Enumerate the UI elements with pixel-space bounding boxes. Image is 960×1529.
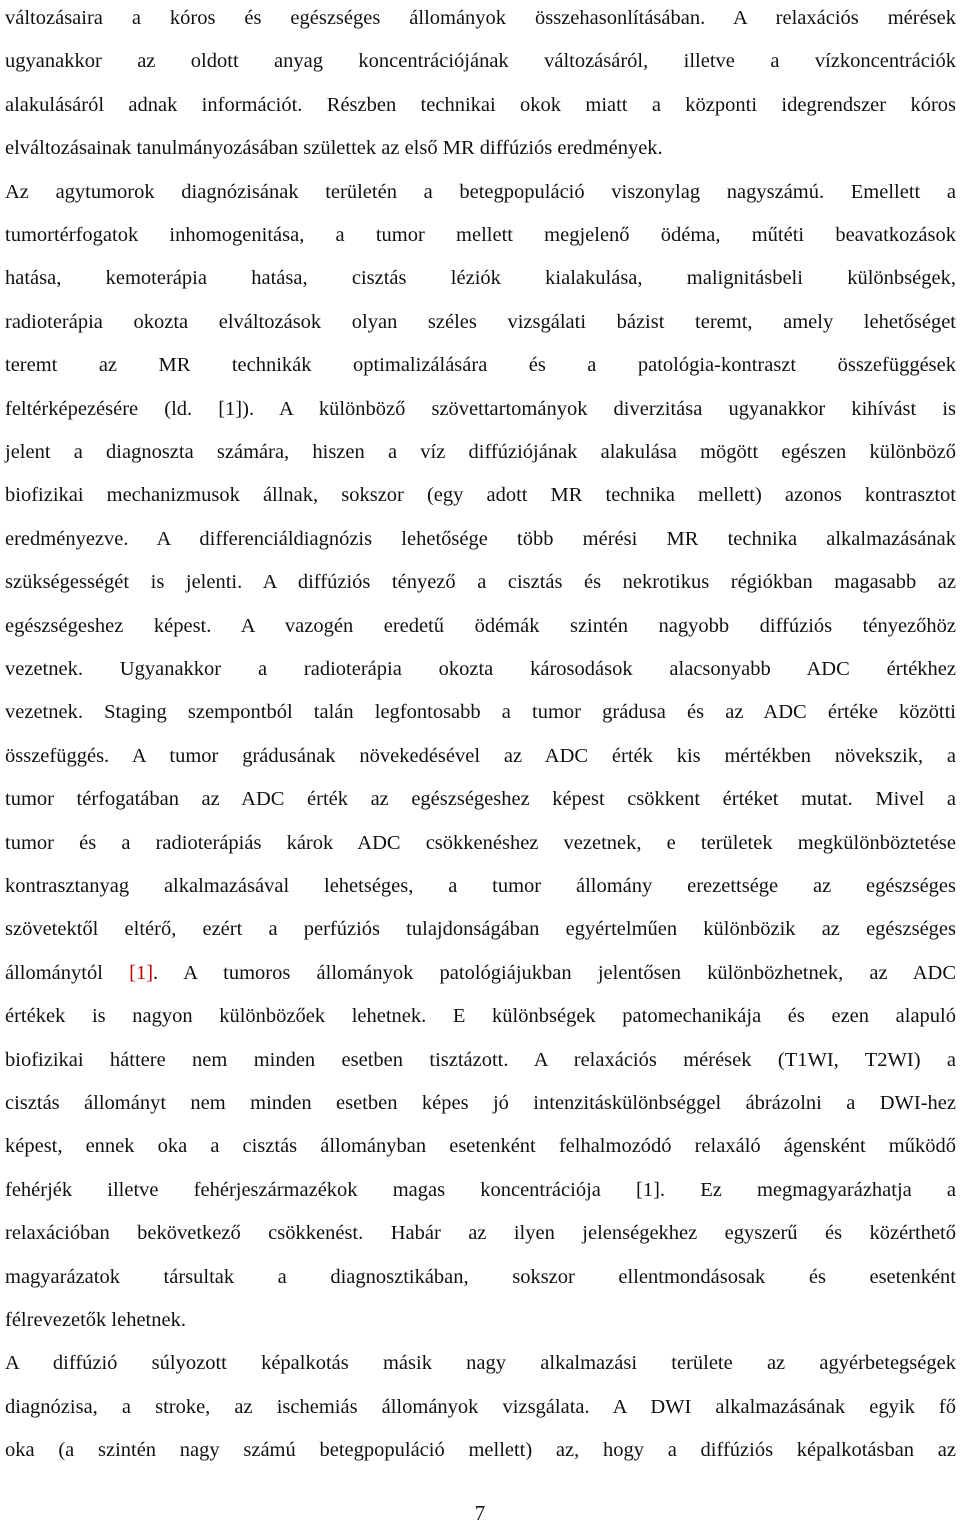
text-line: értékek is nagyon különbözőek lehetnek. E különbségek patomechanikája és ezen alapuló — [5, 1005, 956, 1028]
text-line: egészségeshez képest. A vazogén eredetű ödémák szintén nagyobb diffúziós tényezőhöz — [5, 614, 956, 637]
text-line: biofizikai mechanizmusok állnak, sokszor (egy adott MR technika mellett) azonos kontrasztot — [5, 484, 956, 507]
text-line: tumor és a radioterápiás károk ADC csökkenéshez vezetnek, e területek megkülönböztetése — [5, 831, 956, 854]
text-line: összefüggés. A tumor grádusának növekedésével az ADC érték kis mértékben növekszik, a — [5, 744, 956, 767]
text-line: változásaira a kóros és egészséges állományok összehasonlításában. A relaxációs mérések — [5, 7, 956, 29]
text-line: jelent a diagnoszta számára, hiszen a víz diffúziójának alakulása mögött egészen különböző — [5, 441, 956, 463]
text-line: félrevezetők lehetnek. — [5, 1309, 186, 1331]
text-line: tumor térfogatában az ADC érték az egészségeshez képest csökkent értéket mutat. Mivel a — [5, 788, 956, 811]
text-line: tumortérfogatok inhomogenitása, a tumor mellett megjelenő ödéma, műtéti beavatkozások — [5, 224, 956, 246]
text-line: alakulásáról adnak információt. Részben technikai okok miatt a központi idegrendszer kóros — [5, 93, 956, 116]
text-line: vezetnek. Staging szempontból talán legfontosabb a tumor grádusa és az ADC értéke közötti — [5, 701, 956, 724]
text-line: teremt az MR technikák optimalizálására és a patológia-kontraszt összefüggések — [5, 354, 956, 377]
text-line: eredményezve. A differenciáldiagnózis lehetősége több mérési MR technika alkalmazásának — [5, 527, 956, 550]
text-line: relaxációban bekövetkező csökkenést. Habár az ilyen jelenségekhez egyszerű és közérthető — [5, 1222, 956, 1245]
text-line: szükségességét is jelenti. A diffúziós tényező a cisztás és nekrotikus régiókban magasabb az — [5, 571, 956, 594]
text-line: szövetektől eltérő, ezért a perfúziós tulajdonságában egyértelműen különbözik az egészséges — [5, 918, 956, 941]
text-line: képest, ennek oka a cisztás állományban esetenként felhalmozódó relaxáló ágensként működő — [5, 1135, 956, 1158]
text-line: magyarázatok társultak a diagnosztikában, sokszor ellentmondásosak és esetenként — [5, 1265, 956, 1288]
text-line: kontrasztanyag alkalmazásával lehetséges, a tumor állomány erezettsége az egészséges — [5, 875, 956, 897]
text-line: cisztás állományt nem minden esetben képes jó intenzitáskülönbséggel ábrázolni a DWI-hez — [5, 1092, 956, 1114]
text-line: oka (a szintén nagy számú betegpopuláció mellett) az, hogy a diffúziós képalkotásban az — [5, 1439, 956, 1462]
text-line: ugyanakkor az oldott anyag koncentrációjának változásáról, illetve a vízkoncentrációk — [5, 50, 956, 73]
text-line: Az agytumorok diagnózisának területén a betegpopuláció viszonylag nagyszámú. Emellett a — [5, 180, 956, 203]
text-line: hatása, kemoterápia hatása, cisztás léziók kialakulása, malignitásbeli különbségek, — [5, 267, 956, 290]
text-line: fehérjék illetve fehérjeszármazékok magas koncentrációja [1]. Ez megmagyarázhatja a — [5, 1178, 956, 1201]
text-line: elváltozásainak tanulmányozásában születtek az első MR diffúziós eredmények. — [5, 137, 663, 160]
text-line: biofizikai háttere nem minden esetben tisztázott. A relaxációs mérések (T1WI, T2WI) a — [5, 1048, 956, 1071]
text-line: diagnózisa, a stroke, az ischemiás állományok vizsgálata. A DWI alkalmazásának egyik fő — [5, 1395, 956, 1418]
page-number: 7 — [474, 1501, 486, 1525]
text-line: vezetnek. Ugyanakkor a radioterápia okozta károsodások alacsonyabb ADC értékhez — [5, 658, 956, 680]
text-line: radioterápia okozta elváltozások olyan széles vizsgálati bázist teremt, amely lehetőséget — [5, 310, 956, 333]
citation-link[interactable]: [1] — [129, 961, 154, 984]
text-line: A diffúzió súlyozott képalkotás másik nagy alkalmazási területe az agyérbetegségek — [5, 1352, 956, 1375]
text-line: feltérképezésére (ld. [1]). A különböző szövettartományok diverzitása ugyanakkor kihívást is — [5, 397, 956, 420]
text-line: állománytól [1]. A tumoros állományok patológiájukban jelentősen különbözhetnek, az ADC — [5, 961, 956, 984]
